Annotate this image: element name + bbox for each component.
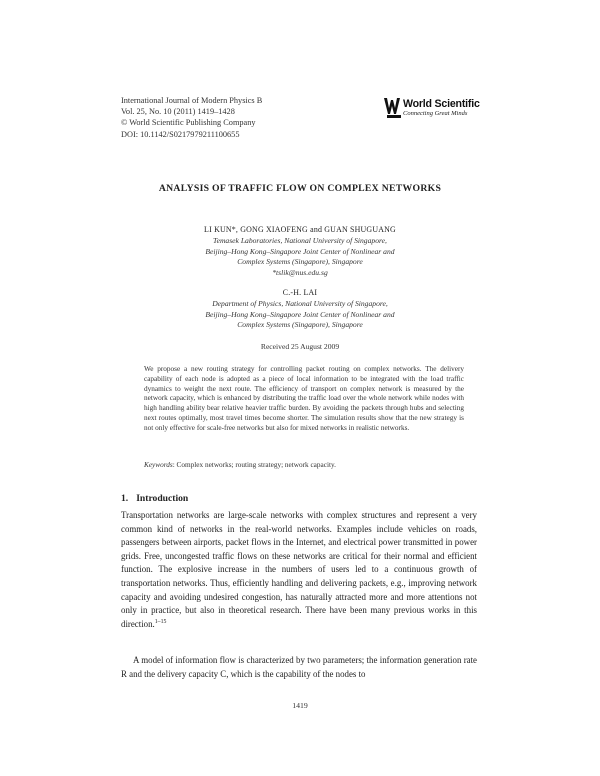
section-title: Introduction xyxy=(136,493,189,504)
journal-doi: DOI: 10.1142/S0217979211100655 xyxy=(121,129,240,139)
received-date: Received 25 August 2009 xyxy=(260,342,340,351)
section-number: 1. xyxy=(121,493,129,504)
keywords xyxy=(144,461,464,469)
author-email: *tslik@nus.edu.sg xyxy=(272,267,328,277)
section-heading xyxy=(121,493,188,504)
page-number: 1419 xyxy=(292,701,308,710)
affiliation-1-line: Temasek Laboratories, National University of Singapore, xyxy=(213,236,387,245)
keywords-label: Keywords xyxy=(144,461,173,469)
intro-paragraph-1 xyxy=(121,509,477,631)
logo-name: World Scientific xyxy=(403,98,480,110)
affiliation-2-line: Complex Systems (Singapore), Singapore xyxy=(237,320,363,330)
world-scientific-logo-icon xyxy=(383,95,403,119)
affiliation-2-line: Department of Physics, National University of Singapore, xyxy=(212,299,388,308)
affiliation-2 xyxy=(0,299,600,331)
journal-publisher: © World Scientific Publishing Company xyxy=(121,118,256,128)
intro-paragraph-2: A model of information flow is characterized by two parameters; the information generation rate R and the delivery capacity C, which is the capability of the nodes to xyxy=(121,655,477,679)
keywords-text: : Complex networks; routing strategy; network capacity. xyxy=(172,461,336,469)
author-list-2: C.-H. LAI xyxy=(282,288,318,297)
abstract: We propose a new routing strategy for controlling packet routing on complex networks. The delivery capability of each node is adopted as a piece of local information to be integrated with the load traffic dynamics to weight the next route. The efficiency of transport on complex network is measured by the network capacity, which is enhanced by distributing the traffic load over the whole network while nodes with high handling ability bear relative heavier traffic burden. By avoiding the packets through hubs and selecting next routes optimally, most travel times become shorter. The simulation results show that the new strategy is not only effective for scale-free networks but also for mixed networks in realistic networks. xyxy=(144,365,464,432)
affiliation-1-line: Complex Systems (Singapore), Singapore xyxy=(237,257,363,267)
author-list-1: LI KUN*, GONG XIAOFENG and GUAN SHUGUANG xyxy=(204,225,396,234)
world-scientific-logo xyxy=(383,95,493,121)
paper-title: ANALYSIS OF TRAFFIC FLOW ON COMPLEX NETWORKS xyxy=(158,183,442,194)
journal-volume: Vol. 25, No. 10 (2011) 1419–1428 xyxy=(121,107,235,117)
affiliation-1 xyxy=(0,236,600,278)
affiliation-1-line: Beijing–Hong Kong–Singapore Joint Center of Nonlinear and xyxy=(205,246,395,256)
affiliation-2-line: Beijing–Hong Kong–Singapore Joint Center of Nonlinear and xyxy=(205,309,395,319)
paragraph-1-text: Transportation networks are large-scale networks with complex structures and represent a very common kind of networks in the real-world networks. Examples include vehicles on roads, passengers between airports, packet flows in the Internet, and electrical power transmitted in power grids. Free, uncongested traffic flows on these networks are critical for their normal and efficient function. The explosive increase in the numbers of users led to a continuous growth of transportation networks. Thus, efficiently handling and delivering packets, e.g., improving network capacity and avoiding undesired congestion, has naturally attracted more and more attentions not only in practice, but also in theoretical research. There have been many previous works in this direction. xyxy=(121,510,477,629)
logo-tagline: Connecting Great Minds xyxy=(403,110,468,117)
reference-citation: 1–15 xyxy=(154,618,167,625)
journal-header xyxy=(121,95,262,140)
journal-name: International Journal of Modern Physics B xyxy=(121,96,263,105)
